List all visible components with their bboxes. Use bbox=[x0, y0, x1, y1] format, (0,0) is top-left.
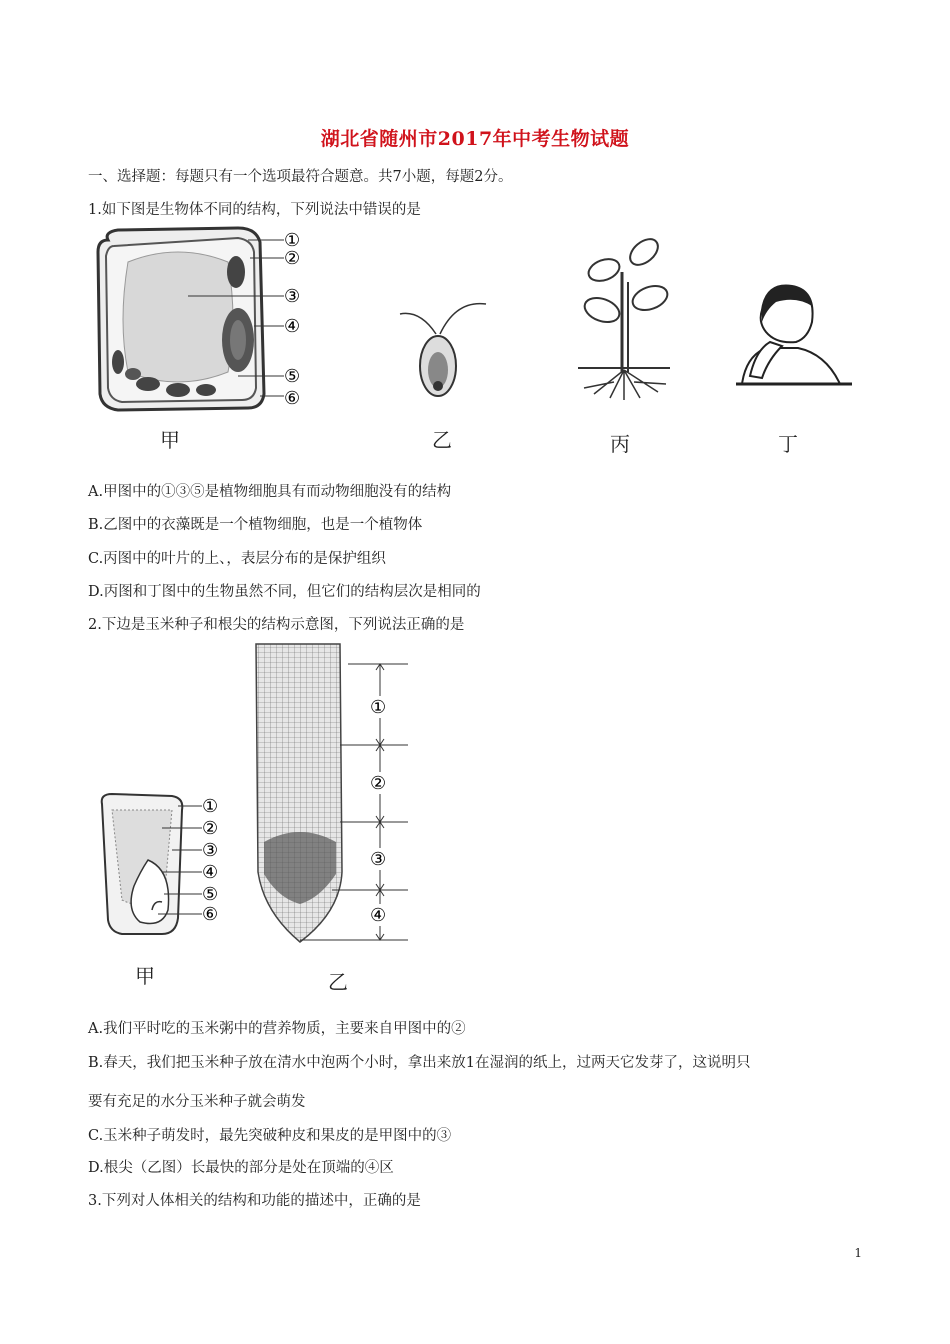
q1-option-a: A.甲图中的①③⑤是植物细胞具有而动物细胞没有的结构 bbox=[88, 484, 452, 500]
cell-marker-1: ① bbox=[284, 230, 301, 251]
page-title: 湖北省随州市2017年中考生物试题 bbox=[320, 128, 630, 150]
q2-stem: 2.下边是玉米种子和根尖的结构示意图，下列说法正确的是 bbox=[88, 617, 465, 633]
cell-marker-3: ③ bbox=[284, 286, 301, 307]
root-tip-figure bbox=[240, 642, 420, 947]
cell-marker-6: ⑥ bbox=[284, 388, 301, 409]
q2-option-c: C.玉米种子萌发时，最先突破种皮和果皮的是甲图中的③ bbox=[88, 1128, 452, 1144]
q1-option-d: D.丙图和丁图中的生物虽然不同，但它们的结构层次是相同的 bbox=[88, 584, 481, 600]
q1-stem: 1.如下图是生物体不同的结构，下列说法中错误的是 bbox=[88, 202, 421, 218]
root-marker-2: ② bbox=[370, 773, 387, 794]
q2-figure-label-jia: 甲 bbox=[135, 964, 155, 988]
plant-figure bbox=[574, 222, 674, 402]
person-figure bbox=[736, 282, 856, 392]
q2-option-b-cont: 要有充足的水分玉米种子就会萌发 bbox=[88, 1094, 306, 1110]
q1-option-b: B.乙图中的衣藻既是一个植物细胞，也是一个植物体 bbox=[88, 517, 423, 533]
cell-marker-5: ⑤ bbox=[284, 366, 301, 387]
seed-marker-5: ⑤ bbox=[202, 884, 219, 905]
q1-figure-label-bing: 丙 bbox=[610, 432, 630, 456]
plant-cell-figure bbox=[88, 222, 338, 422]
q1-option-c: C.丙图中的叶片的上、，表层分布的是保护组织 bbox=[88, 551, 386, 567]
seed-marker-4: ④ bbox=[202, 862, 219, 883]
q2-option-d: D.根尖（乙图）长最快的部分是处在顶端的④区 bbox=[88, 1160, 394, 1176]
cell-marker-4: ④ bbox=[284, 316, 301, 337]
q2-option-a: A.我们平时吃的玉米粥中的营养物质，主要来自甲图中的② bbox=[88, 1021, 466, 1037]
chlamydomonas-figure bbox=[390, 290, 490, 410]
q1-figure-label-ding: 丁 bbox=[778, 432, 798, 456]
q1-figure-label-yi: 乙 bbox=[432, 428, 452, 452]
page-number: 1 bbox=[854, 1246, 862, 1260]
root-marker-4: ④ bbox=[370, 905, 387, 926]
seed-marker-2: ② bbox=[202, 818, 219, 839]
seed-marker-1: ① bbox=[202, 796, 219, 817]
seed-marker-6: ⑥ bbox=[202, 904, 219, 925]
q1-figure-label-jia: 甲 bbox=[160, 428, 180, 452]
q3-stem: 3.下列对人体相关的结构和功能的描述中，正确的是 bbox=[88, 1193, 421, 1209]
root-marker-1: ① bbox=[370, 697, 387, 718]
cell-marker-2: ② bbox=[284, 248, 301, 269]
seed-marker-3: ③ bbox=[202, 840, 219, 861]
corn-seed-figure bbox=[92, 790, 262, 940]
q2-figure-label-yi: 乙 bbox=[328, 970, 348, 994]
root-marker-3: ③ bbox=[370, 849, 387, 870]
section-heading: 一、选择题：每题只有一个选项最符合题意。共7小题，每题2分。 bbox=[88, 169, 513, 185]
q2-option-b: B.春天，我们把玉米种子放在清水中泡两个小时，拿出来放1在湿润的纸上，过两天它发芽了，这说明只 bbox=[88, 1055, 751, 1071]
